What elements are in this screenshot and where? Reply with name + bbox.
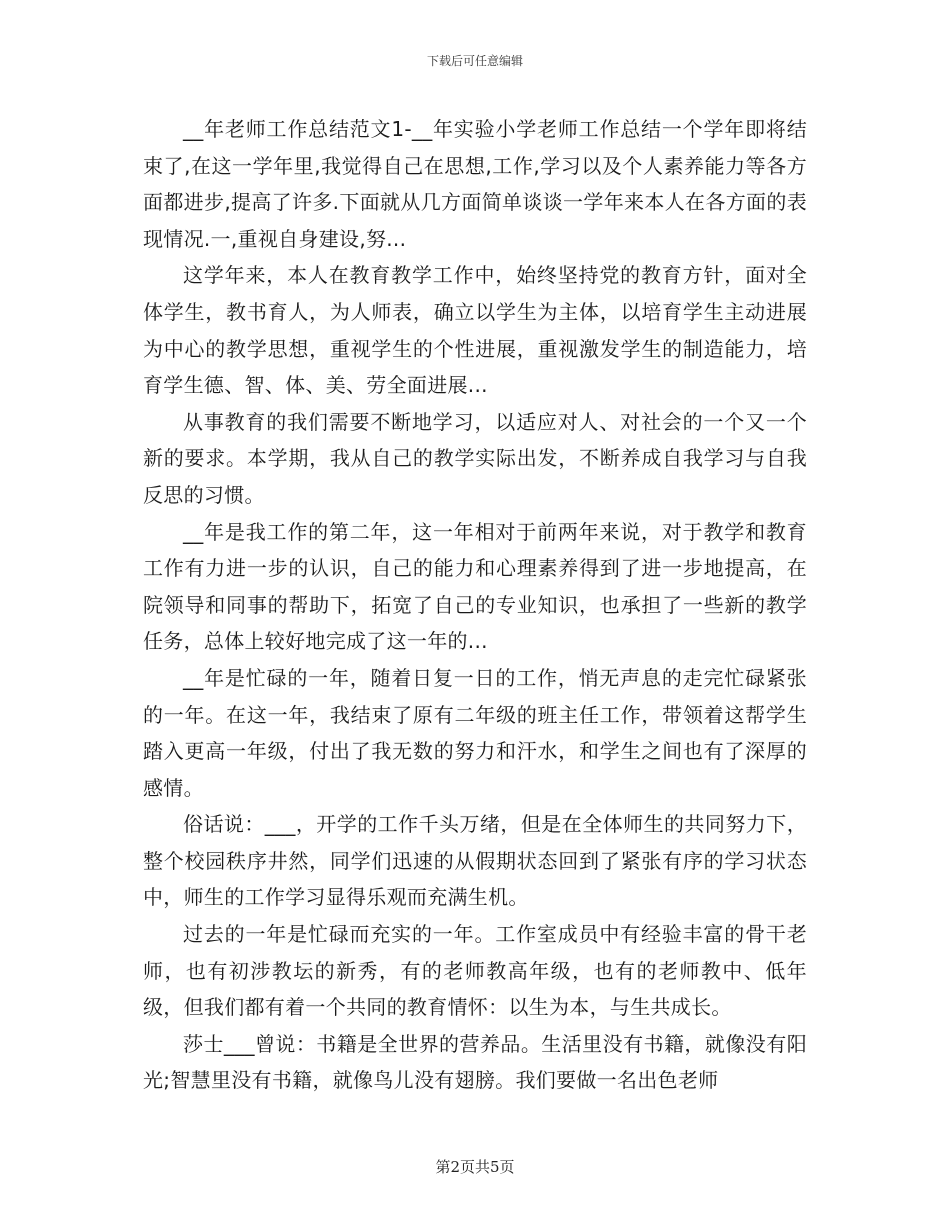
paragraph-3: 从事教育的我们需要不断地学习，以适应对人、对社会的一个又一个新的要求。本学期，我从自己的教学实际出发，不断养成自我学习与自我反思的习惯。 (143, 409, 807, 507)
page-footer: 第2页共5页 (435, 1158, 515, 1176)
page-header: 下载后可任意编辑 (426, 54, 523, 68)
paragraph-5: __年是忙碌的一年，随着日复一日的工作，悄无声息的走完忙碌紧张的一年。在这一年，我结束了原有二年级的班主任工作，带领着这帮学生踏入更高一年级，付出了我无数的努力和汗水，和学生之间也有了深厚的感情。 (143, 665, 807, 800)
document-body (143, 111, 807, 1099)
paragraph-8: 莎士___曾说：书籍是全世界的营养品。生活里没有书籍，就像没有阳光;智慧里没有书籍，就像鸟儿没有翅膀。我们要做一名出色老师 (143, 1031, 807, 1093)
paragraph-7: 过去的一年是忙碌而充实的一年。工作室成员中有经验丰富的骨干老师，也有初涉教坛的新秀，有的老师教高年级，也有的老师教中、低年级，但我们都有着一个共同的教育情怀：以生为本，与生共成长。 (143, 922, 807, 1020)
paragraph-6: 俗话说：___，开学的工作千头万绪，但是在全体师生的共同努力下，整个校园秩序井然，同学们迅速的从假期状态回到了紧张有序的学习状态中，师生的工作学习显得乐观而充满生机。 (143, 812, 807, 910)
paragraph-4: __年是我工作的第二年，这一年相对于前两年来说，对于教学和教育工作有力进一步的认识，自己的能力和心理素养得到了进一步地提高，在院领导和同事的帮助下，拓宽了自己的专业知识，也承担了一些新的教学任务，总体上较好地完成了这一年的... (143, 519, 807, 654)
paragraph-1: __年老师工作总结范文1-__年实验小学老师工作总结一个学年即将结束了,在这一学年里,我觉得自己在思想,工作,学习以及个人素养能力等各方面都进步,提高了许多.下面就从几方面简单谈谈一学年来本人在各方面的表现情况.一,重视自身建设,努... (143, 117, 807, 251)
paragraph-2: 这学年来，本人在教育教学工作中，始终坚持党的教育方针，面对全体学生，教书育人，为人师表，确立以学生为主体，以培育学生主动进展为中心的教学思想，重视学生的个性进展，重视激发学生的制造能力，培育学生德、智、体、美、劳全面进展... (143, 263, 807, 398)
